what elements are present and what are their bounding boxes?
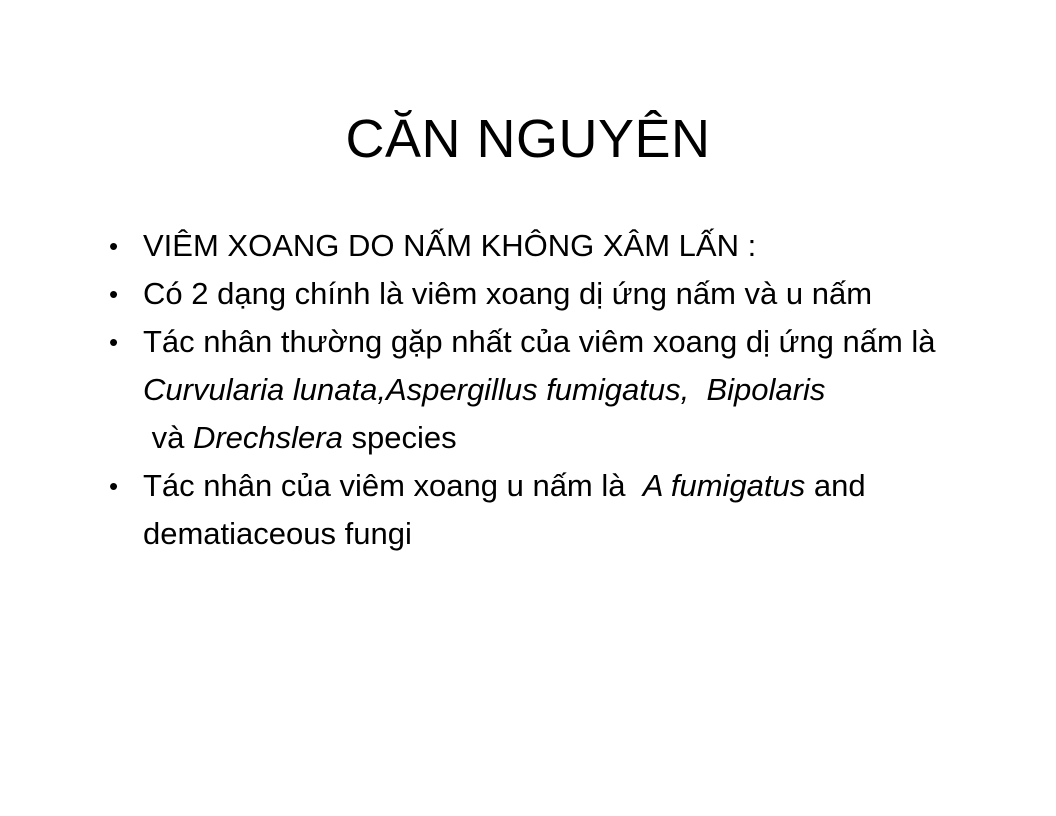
bullet-text: và (143, 420, 193, 455)
bullet-dot: • (109, 279, 119, 309)
bullet-text: Tác nhân của viêm xoang u nấm là (143, 468, 643, 503)
bullet-list (105, 222, 965, 558)
bullet-text: Có 2 dạng chính là viêm xoang dị ứng nấm và u nấm (143, 276, 873, 311)
bullet-text: VIÊM XOANG DO NẤM KHÔNG XÂM LẤN : (143, 228, 757, 263)
bullet-item-2 (105, 270, 965, 318)
bullet-text-spacer (689, 372, 706, 407)
bullet-text: Tác nhân thường gặp nhất của viêm xoang dị ứng nấm là (143, 324, 936, 359)
species-name-a-fumigatus: A fumigatus (642, 468, 806, 503)
species-name-drechslera: Drechslera (192, 420, 343, 455)
bullet-dot: • (109, 327, 119, 357)
bullet-dot: • (109, 471, 119, 501)
bullet-text: species (342, 420, 457, 455)
bullet-item-4 (105, 462, 965, 558)
slide-title: CĂN NGUYÊN (345, 109, 711, 169)
species-name-bipolaris: Bipolaris (706, 372, 826, 407)
bullet-text: and dematiaceous fungi (143, 468, 866, 551)
species-name-curvularia-aspergillus: Curvularia lunata,Aspergillus fumigatus, (143, 372, 690, 407)
bullet-item-1 (105, 222, 965, 270)
bullet-dot: • (109, 231, 119, 261)
bullet-item-3 (105, 318, 965, 462)
